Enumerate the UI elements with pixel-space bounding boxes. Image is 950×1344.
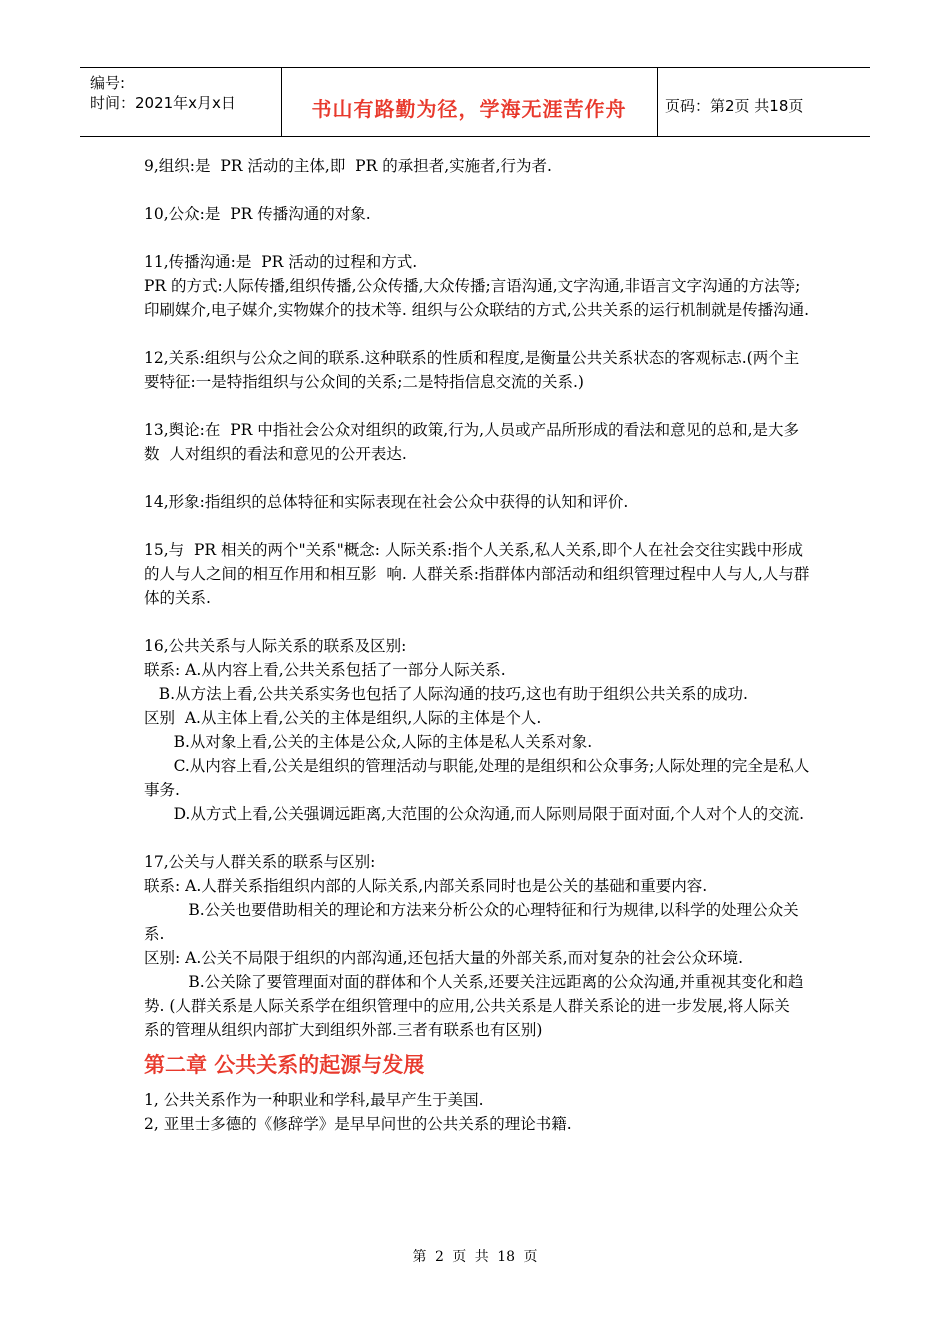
paragraph: B.公关除了要管理面对面的群体和个人关系,还要关注远距离的公众沟通,并重视其变化和趋势. (人群关系是人际关系学在组织管理中的应用,公共关系是人群关系论的进一步发展,将人际关 系的管理从组织内部扩大到组织外部.三者有联系也有区别) [144, 973, 804, 1039]
header-meta-cell [80, 68, 282, 136]
header-motto: 书山有路勤为径，学海无涯苦作舟 [311, 97, 627, 121]
header-page-cell [657, 68, 870, 136]
paragraph: B.公关也要借助相关的理论和方法来分析公众的心理特征和行为规律,以科学的处理公众关系. [144, 901, 799, 943]
paragraph: C.从内容上看,公关是组织的管理活动与职能,处理的是组织和公众事务;人际处理的完全是私人 事务. [144, 757, 820, 799]
page-header [80, 67, 870, 137]
page-footer: 第 2 页 共 18 页 [412, 1249, 538, 1265]
chapter-heading: 第二章 公共关系的起源与发展 [144, 1053, 425, 1077]
paragraph: 13,舆论:在 PR 中指社会公众对组织的政策,行为,人员或产品所形成的看法和意见的总和,是大多数 人对组织的看法和意见的公开表达. [144, 421, 800, 463]
paragraph: 联系: A.人群关系指组织内部的人际关系,内部关系同时也是公关的基础和重要内容. [144, 877, 708, 895]
paragraph: 联系: A.从内容上看,公共关系包括了一部分人际关系. [144, 661, 506, 679]
paragraph: 17,公关与人群关系的联系与区别: [144, 853, 376, 871]
paragraph: 9,组织:是 PR 活动的主体,即 PR 的承担者,实施者,行为者. [144, 157, 552, 175]
paragraph: 11,传播沟通:是 PR 活动的过程和方式. [144, 253, 418, 271]
paragraph: 14,形象:指组织的总体特征和实际表现在社会公众中获得的认知和评价. [144, 493, 629, 511]
paragraph: B.从对象上看,公关的主体是公众,人际的主体是私人关系对象. [144, 733, 593, 751]
header-page-info: 页码：第2页 共18页 [665, 97, 804, 115]
document-code-label: 编号: [90, 74, 126, 92]
paragraph: 区别 A.从主体上看,公关的主体是组织,人际的主体是个人. [144, 709, 542, 727]
paragraph: 12,关系:组织与公众之间的联系.这种联系的性质和程度,是衡量公共关系状态的客观标志.(两个主 要特征:一是特指组织与公众间的关系;二是特指信息交流的关系.) [144, 349, 810, 391]
header-motto-cell [281, 68, 658, 136]
paragraph: 15,与 PR 相关的两个"关系"概念: 人际关系:指个人关系,私人关系,即个人在社会交往实践中形成的人与人之间的相互作用和相互影 响. 人群关系:指群体内部活动和组织管理过程中人与人,人与群体的关系. [144, 541, 810, 607]
paragraph: 区别: A.公关不局限于组织的内部沟通,还包括大量的外部关系,而对复杂的社会公众环境. [144, 949, 744, 967]
paragraph: D.从方式上看,公关强调远距离,大范围的公众沟通,而人际则局限于面对面,个人对个人的交流. [144, 805, 805, 823]
paragraph: 1, 公共关系作为一种职业和学科,最早产生于美国. [144, 1091, 484, 1109]
paragraph: 16,公共关系与人际关系的联系及区别: [144, 637, 407, 655]
paragraph: 10,公众:是 PR 传播沟通的对象. [144, 205, 371, 223]
document-body [144, 154, 820, 1136]
document-date: 时间：2021年x月x日 [90, 94, 236, 112]
paragraph: B.从方法上看,公共关系实务也包括了人际沟通的技巧,这也有助于组织公共关系的成功. [144, 685, 748, 703]
paragraph: 2, 亚里士多德的《修辞学》是早早问世的公共关系的理论书籍. [144, 1115, 572, 1133]
paragraph: PR 的方式:人际传播,组织传播,公众传播,大众传播;言语沟通,文字沟通,非语言文字沟通的方法等;印刷媒介,电子媒介,实物媒介的技术等. 组织与公众联结的方式,公共关系的运行机制就是传播沟通. [144, 277, 810, 319]
